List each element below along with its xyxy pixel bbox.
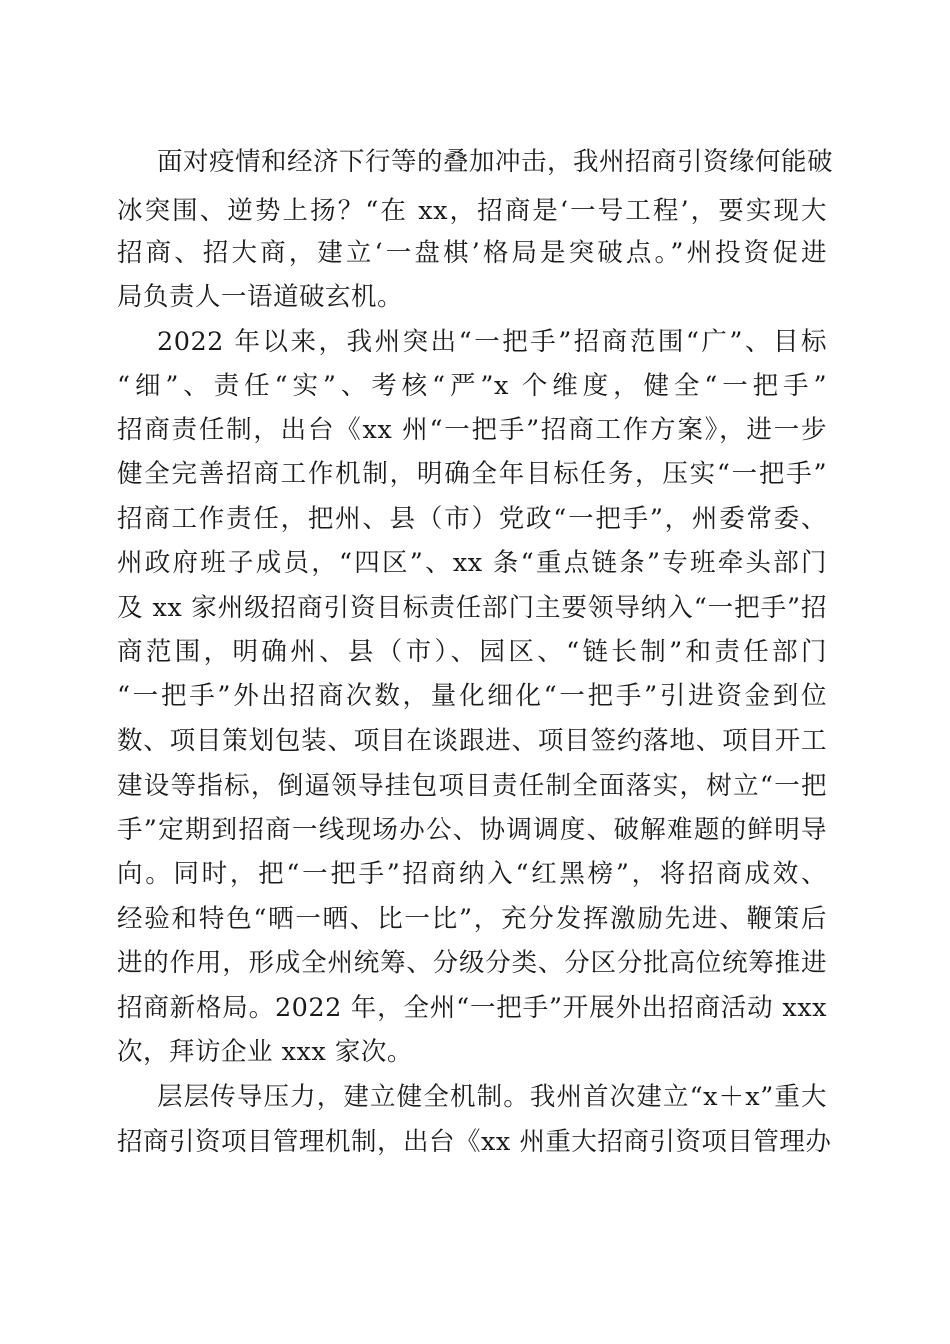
- text-line: 招商新格局。2022 年，全州“一把手”开展外出招商活动 xxx: [117, 993, 827, 1023]
- text-line: 数、项目策划包装、项目在谈跟进、项目签约落地、项目开工: [117, 726, 827, 756]
- text-line: 州政府班子成员，“四区”、xx 条“重点链条”专班牵头部门: [117, 548, 827, 578]
- text-line: 招商、招大商，建立‘一盘棋’格局是突破点。”州投资促进: [117, 238, 827, 268]
- text-line: 招商工作责任，把州、县（市）党政“一把手”，州委常委、: [117, 504, 827, 534]
- text-line: 冰突围、逆势上扬？“在 xx，招商是‘一号工程’，要实现大: [117, 196, 827, 226]
- text-line: 经验和特色“晒一晒、比一比”，充分发挥激励先进、鞭策后: [117, 904, 827, 934]
- text-line: 2022 年以来，我州突出“一把手”招商范围“广”、目标: [157, 327, 827, 357]
- text-line: 手”定期到招商一线现场办公、协调调度、破解难题的鲜明导: [117, 815, 827, 845]
- text-line: 面对疫情和经济下行等的叠加冲击，我州招商引资缘何能破: [157, 147, 834, 177]
- text-line: 向。同时，把“一把手”招商纳入“红黑榜”，将招商成效、: [117, 859, 827, 889]
- text-line: “细”、责任“实”、考核“严”x 个维度，健全“一把手”: [117, 371, 827, 401]
- text-line: 局负责人一语道破玄机。: [117, 282, 404, 312]
- text-line: 层层传导压力，建立健全机制。我州首次建立“x＋x”重大: [157, 1082, 827, 1112]
- text-line: “一把手”外出招商次数，量化细化“一把手”引进资金到位: [117, 681, 827, 711]
- text-line: 招商责任制，出台《xx 州“一把手”招商工作方案》，进一步: [117, 415, 827, 445]
- text-line: 建设等指标，倒逼领导挂包项目责任制全面落实，树立“一把: [117, 771, 827, 801]
- text-line: 及 xx 家州级招商引资目标责任部门主要领导纳入“一把手”招: [117, 593, 827, 623]
- text-line: 健全完善招商工作机制，明确全年目标任务，压实“一把手”: [117, 459, 827, 489]
- text-line: 进的作用，形成全州统筹、分级分类、分区分批高位统筹推进: [117, 948, 827, 978]
- text-line: 次，拜访企业 xxx 家次。: [117, 1037, 413, 1067]
- text-line: 招商引资项目管理机制，出台《xx 州重大招商引资项目管理办: [117, 1127, 832, 1157]
- text-line: 商范围，明确州、县（市）、园区、“链长制”和责任部门: [117, 637, 827, 667]
